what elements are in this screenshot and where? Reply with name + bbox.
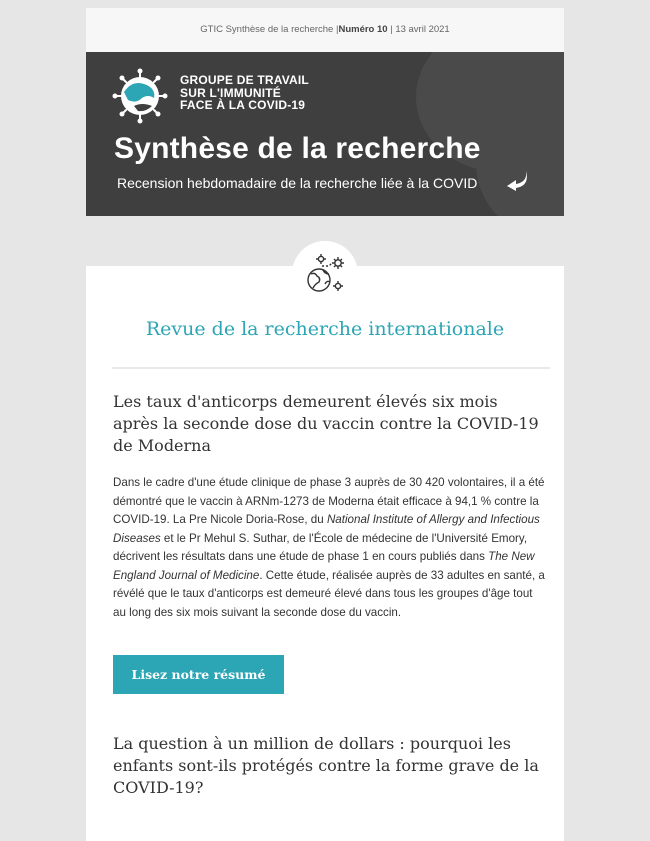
return-arrow-icon <box>504 168 530 192</box>
journal-name: The New England Journal of Medicine <box>113 550 535 582</box>
issue-date: 13 avril 2021 <box>395 24 450 35</box>
section-badge <box>292 241 358 307</box>
read-summary-button[interactable]: Lisez notre résumé <box>113 655 284 694</box>
article-text: et le Pr Mehul S. Suthar, de l'École de médecine de l'Université Emory, décrivent les résultats dans une étude de phase 1 en cours publiés dans <box>113 531 528 563</box>
hero-banner <box>86 52 564 216</box>
header-prefix: GTIC Synthèse de la recherche | <box>200 24 339 35</box>
newsletter-title: Synthèse de la recherche <box>114 132 481 165</box>
issue-number: Numéro 10 <box>338 24 388 35</box>
article-text: . Cette étude, réalisée auprès de 33 adultes en santé, a révélé que le taux d'anticorps est demeuré élevé dans tous les groupes d'âge tout au long des six mois suivant la seconde dose du vaccin. <box>113 568 545 619</box>
header-separator: | <box>387 24 396 35</box>
org-line: SUR L'IMMUNITÉ <box>180 85 281 100</box>
org-line: GROUPE DE TRAVAIL <box>180 73 309 87</box>
article-heading: Les taux d'anticorps demeurent élevés six mois après la seconde dose du vaccin contre la COVID-19 de Moderna <box>113 392 539 455</box>
section-divider <box>112 367 550 369</box>
article-heading[interactable]: La question à un million de dollars : pourquoi les enfants sont-ils protégés contre la forme grave de la COVID-19? <box>113 734 539 797</box>
newsletter-subtitle: Recension hebdomadaire de la recherche liée à la COVID <box>117 175 478 191</box>
institution-name: National Institute of Allergy and Infectious Diseases <box>113 513 540 545</box>
newsletter-header-bar <box>86 8 564 52</box>
article-text: Dans le cadre d'une étude clinique de phase 3 auprès de 30 420 volontaires, il a été démontré que le vaccin à ARNm-1273 de Moderna était efficace à 94,1 % contre la COVID-19. La Pre Nicole Doria-Rose, du <box>113 476 545 526</box>
covid-virus-logo-icon <box>112 68 168 124</box>
article-summary <box>113 474 547 622</box>
org-line: FACE À LA COVID-19 <box>180 98 306 112</box>
organization-name <box>180 74 309 112</box>
globe-virus-icon <box>301 250 349 298</box>
section-heading: Revue de la recherche internationale <box>145 318 505 340</box>
